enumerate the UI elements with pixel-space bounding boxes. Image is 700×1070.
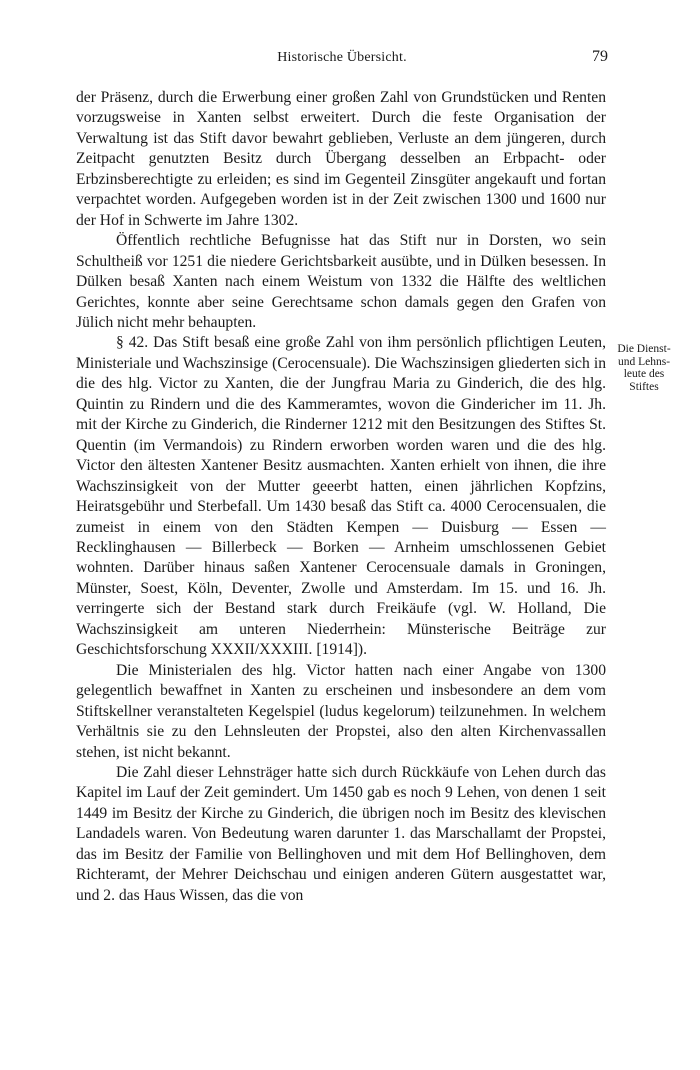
paragraph-3-section-42: § 42. Das Stift besaß eine große Zahl von ihm persönlich pflichtigen Leuten, Ministeriale und Wachszinsige (Cerocensuale). Die Wachszinsigen gliederten sich in die des hlg. Victor zu Xanten, die der Jungfrau Maria zu Ginderich, die des hlg. Quintin zu Rindern und die des Kammeramtes, wovon die Gindericher im 11. Jh. mit der Kirche zu Ginderich, die Rinderner 1212 mit den Besitzungen des Stiftes St. Quentin (im Vermandois) zu Rindern erworben worden waren und die des hlg. Victor den ältesten Xantener Besitz ausmachten. Xanten erhielt von ihnen, die ihre Wachszinsigkeit von der Mutter geeerbt hatten, einen jährlichen Kopfzins, Heiratsgebühr und Sterbefall. Um 1430 besaß das Stift ca. 4000 Cerocensualen, die zumeist in einem von den Städten Kempen — Duisburg — Essen — Recklinghausen — Billerbeck — Borken — Arnheim umschlossenen Gebiet wohnten. Darüber hinaus saßen Xantener Cerocensuale damals in Groningen, Münster, Soest, Köln, Deventer, Zwolle und Amsterdam. Im 15. und 16. Jh. verringerte sich der Bestand stark durch Freikäufe (vgl. W. Holland, Die Wachszinsigkeit am unteren Niederrhein: Münsterische Beiträge zur Geschichtsforschung XXXII/XXXIII. [1914]). [76,334,606,659]
body-text [76,88,606,906]
page-number: 79 [592,48,608,65]
running-head [76,50,608,72]
margin-note: Die Dienst- und Lehns- leute des Stiftes [617,343,671,393]
running-title: Historische Übersicht. [277,50,407,65]
paragraph-1: der Präsenz, durch die Erwerbung einer großen Zahl von Grundstücken und Renten vorzugsweise in Xanten selbst erweitert. Durch die feste Organisation der Verwaltung ist das Stift davor bewahrt geblieben, Verluste an dem jüngeren, durch Zeitpacht genutzten Besitz durch Übergang desselben an Erbpacht- oder Erbzinsberechtigte zu erleiden; es sind im Gegenteil Zinsgüter angekauft und fortan verpachtet worden. Aufgegeben worden ist in der Zeit zwischen 1300 und 1600 nur der Hof in Schwerte im Jahre 1302. [76,89,606,229]
paragraph-2: Öffentlich rechtliche Befugnisse hat das Stift nur in Dorsten, wo sein Schultheiß vor 1251 die niedere Gerichtsbarkeit ausübte, und in Dülken besessen. In Dülken besaß Xanten nach einem Weistum von 1332 die Hälfte des weltlichen Gerichtes, konnte aber seine Gerechtsame schon damals gegen den Grafen von Jülich nicht mehr behaupten. [76,232,606,331]
paragraph-5: Die Zahl dieser Lehnsträger hatte sich durch Rückkäufe von Lehen durch das Kapitel im Lauf der Zeit gemindert. Um 1450 gab es noch 9 Lehen, von denen 1 seit 1449 im Besitz der Kirche zu Ginderich, die übrigen noch im Besitz des klevischen Landadels waren. Von Bedeutung waren darunter 1. das Marschallamt der Propstei, das im Besitz der Familie von Bellinghoven und mit dem Hof Bellinghoven, dem Richteramt, der Mehrer Deichschau und einigen anderen Gütern ausgestattet war, und 2. das Haus Wissen, das die von [76,763,606,904]
paragraph-4: Die Ministerialen des hlg. Victor hatten nach einer Angabe von 1300 gelegentlich bewaffnet in Xanten zu erscheinen und insbesondere an dem vom Stiftskellner veranstalteten Kegelspiel (ludus kegelorum) teilzunehmen. In welchem Verhältnis sie zu den Lehnsleuten der Propstei, also den alten Kirchenvassallen stehen, ist nicht bekannt. [76,661,606,761]
